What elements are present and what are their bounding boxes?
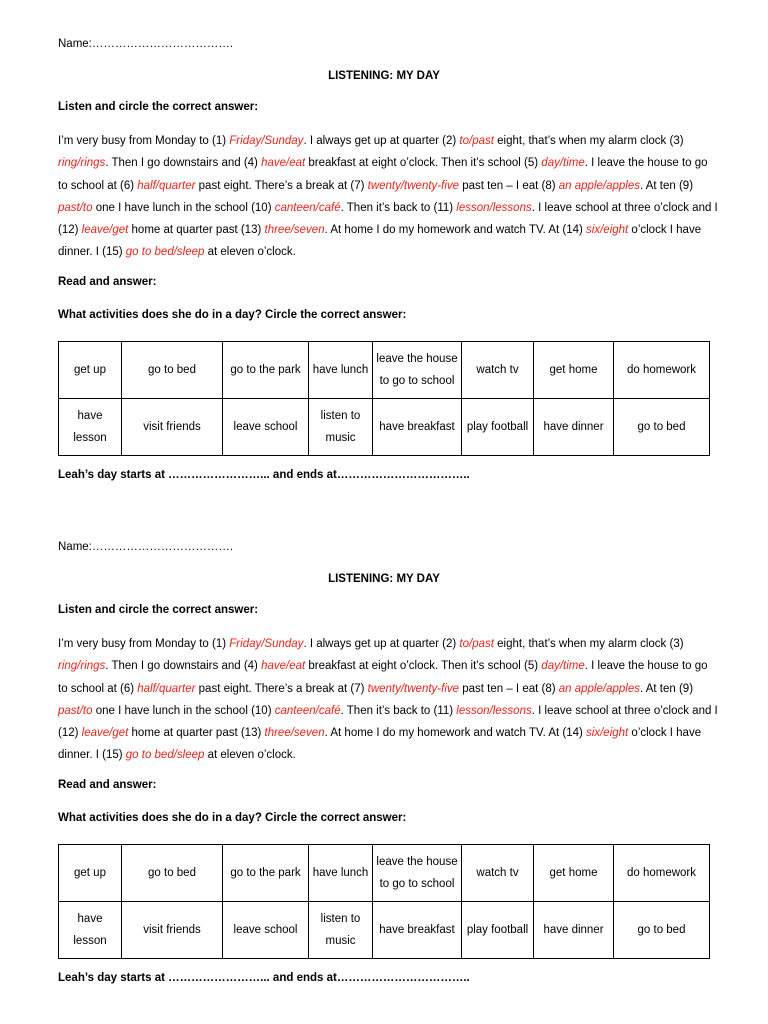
activity-cell[interactable]: watch tv xyxy=(462,342,534,399)
activity-cell[interactable]: listen to music xyxy=(309,399,373,456)
activity-cell[interactable]: play football xyxy=(462,902,534,959)
activity-cell[interactable]: have breakfast xyxy=(373,399,462,456)
passage-text: at eleven o’clock. xyxy=(204,749,296,762)
answer-option[interactable]: ring/rings xyxy=(58,157,106,170)
activities-question: What activities does she do in a day? Circle the correct answer: xyxy=(58,812,407,824)
answer-option[interactable]: past/to xyxy=(58,704,93,717)
answer-option[interactable]: canteen/café xyxy=(274,704,341,717)
answer-option[interactable]: lesson/lessons xyxy=(456,201,532,214)
passage-text: breakfast at eight o’clock. Then it’s school (5) xyxy=(305,660,542,673)
leah-day-line: Leah’s day starts at ……………………... and ends at…………………………….. xyxy=(58,469,470,481)
passage-text: . At ten (9) xyxy=(639,179,694,192)
answer-option[interactable]: past/to xyxy=(58,201,93,214)
answer-option[interactable]: Friday/Sunday xyxy=(229,638,304,650)
passage-text: home at quarter past (13) xyxy=(128,224,265,237)
activity-cell[interactable]: leave school xyxy=(223,902,309,959)
listening-passage xyxy=(58,130,718,264)
passage-text: I’m very busy from Monday to (1) xyxy=(58,135,230,147)
passage-text: past eight. There’s a break at (7) xyxy=(195,682,368,695)
passage-text: . Then I go downstairs and (4) xyxy=(105,157,262,170)
answer-option[interactable]: leave/get xyxy=(81,224,129,237)
answer-option[interactable]: day/time xyxy=(541,660,585,673)
passage-text: . Then I go downstairs and (4) xyxy=(105,660,262,673)
answer-option[interactable]: canteen/café xyxy=(274,201,341,214)
passage-text: I’m very busy from Monday to (1) xyxy=(58,638,230,650)
activities-row xyxy=(59,342,710,399)
passage-text: . At home I do my homework and watch TV. At (14) xyxy=(324,224,587,237)
activity-cell[interactable]: watch tv xyxy=(462,845,534,902)
activity-cell[interactable]: do homework xyxy=(614,342,710,399)
answer-option[interactable]: three/seven xyxy=(264,224,325,237)
activity-cell[interactable]: get home xyxy=(534,342,614,399)
activity-cell[interactable]: have dinner xyxy=(534,399,614,456)
listening-passage xyxy=(58,633,718,767)
answer-option[interactable]: half/quarter xyxy=(137,682,196,695)
passage-text: . I leave the house to go to school at (6) xyxy=(58,660,708,695)
passage-text: home at quarter past (13) xyxy=(128,727,265,740)
activities-row xyxy=(59,399,710,456)
activities-row xyxy=(59,902,710,959)
passage-text: . I leave school at three o’clock and I (12) xyxy=(58,201,718,237)
worksheet-title: LISTENING: MY DAY xyxy=(328,573,440,585)
activity-cell[interactable]: play football xyxy=(462,399,534,456)
activity-cell[interactable]: have lesson xyxy=(59,399,122,456)
answer-option[interactable]: half/quarter xyxy=(137,179,196,192)
activity-cell[interactable]: have lunch xyxy=(309,342,373,399)
passage-text: . I always get up at quarter (2) xyxy=(303,135,460,147)
read-and-answer-heading: Read and answer: xyxy=(58,276,157,288)
passage-text: past eight. There’s a break at (7) xyxy=(195,179,368,192)
read-and-answer-heading: Read and answer: xyxy=(58,779,157,791)
passage-text: . At ten (9) xyxy=(639,682,694,695)
answer-option[interactable]: three/seven xyxy=(264,727,325,740)
answer-option[interactable]: an apple/apples xyxy=(558,682,640,695)
answer-option[interactable]: six/eight xyxy=(586,224,629,237)
passage-text: . I leave the house to go to school at (6) xyxy=(58,157,708,192)
activity-cell[interactable]: visit friends xyxy=(122,399,223,456)
activity-cell[interactable]: get up xyxy=(59,845,122,902)
passage-text: o’clock I have dinner. I (15) xyxy=(58,224,702,259)
answer-option[interactable]: twenty/twenty-five xyxy=(367,682,460,695)
activity-cell[interactable]: go to the park xyxy=(223,342,309,399)
answer-option[interactable]: Friday/Sunday xyxy=(229,135,304,147)
activity-cell[interactable]: leave the house to go to school xyxy=(373,845,462,902)
passage-text: . Then it’s back to (11) xyxy=(340,201,457,214)
answer-option[interactable]: have/eat xyxy=(261,157,306,170)
activity-cell[interactable]: leave school xyxy=(223,399,309,456)
listen-instruction: Listen and circle the correct answer: xyxy=(58,101,259,113)
answer-option[interactable]: to/past xyxy=(459,638,494,650)
worksheet xyxy=(0,503,768,1003)
passage-text: . At home I do my homework and watch TV. At (14) xyxy=(324,727,587,740)
activity-cell[interactable]: visit friends xyxy=(122,902,223,959)
activity-cell[interactable]: have dinner xyxy=(534,902,614,959)
passage-text: past ten – I eat (8) xyxy=(459,179,559,192)
answer-option[interactable]: go to bed/sleep xyxy=(125,749,205,762)
passage-text: one I have lunch in the school (10) xyxy=(92,201,275,214)
passage-text: . I always get up at quarter (2) xyxy=(303,638,460,650)
activity-cell[interactable]: go to bed xyxy=(614,399,710,456)
answer-option[interactable]: go to bed/sleep xyxy=(125,246,205,259)
activity-cell[interactable]: go to bed xyxy=(122,845,223,902)
name-line: Name:………………………………. xyxy=(58,38,234,50)
answer-option[interactable]: have/eat xyxy=(261,660,306,673)
answer-option[interactable]: lesson/lessons xyxy=(456,704,532,717)
leah-day-line: Leah’s day starts at ……………………... and ends at…………………………….. xyxy=(58,972,470,984)
worksheet xyxy=(0,0,768,500)
passage-text: eight, that’s when my alarm clock (3) xyxy=(493,638,684,650)
answer-option[interactable]: ring/rings xyxy=(58,660,106,673)
passage-text: at eleven o’clock. xyxy=(204,246,296,259)
answer-option[interactable]: leave/get xyxy=(81,727,129,740)
answer-option[interactable]: six/eight xyxy=(586,727,629,740)
activity-cell[interactable]: listen to music xyxy=(309,902,373,959)
listen-instruction: Listen and circle the correct answer: xyxy=(58,604,259,616)
passage-text: past ten – I eat (8) xyxy=(459,682,559,695)
activities-table xyxy=(58,844,710,959)
passage-text: . I leave school at three o’clock and I (12) xyxy=(58,704,718,740)
passage-text: breakfast at eight o’clock. Then it’s school (5) xyxy=(305,157,542,170)
worksheet-title: LISTENING: MY DAY xyxy=(328,70,440,82)
activity-cell[interactable]: do homework xyxy=(614,845,710,902)
activities-row xyxy=(59,845,710,902)
answer-option[interactable]: an apple/apples xyxy=(558,179,640,192)
name-line: Name:………………………………. xyxy=(58,541,234,553)
activity-cell[interactable]: have breakfast xyxy=(373,902,462,959)
passage-text: eight, that’s when my alarm clock (3) xyxy=(493,135,684,147)
answer-option[interactable]: day/time xyxy=(541,157,585,170)
activity-cell[interactable]: go to the park xyxy=(223,845,309,902)
passage-text: . Then it’s back to (11) xyxy=(340,704,457,717)
activity-cell[interactable]: go to bed xyxy=(122,342,223,399)
answer-option[interactable]: twenty/twenty-five xyxy=(367,179,460,192)
activity-cell[interactable]: go to bed xyxy=(614,902,710,959)
activity-cell[interactable]: have lesson xyxy=(59,902,122,959)
activity-cell[interactable]: have lunch xyxy=(309,845,373,902)
passage-text: one I have lunch in the school (10) xyxy=(92,704,275,717)
answer-option[interactable]: to/past xyxy=(459,135,494,147)
activities-question: What activities does she do in a day? Circle the correct answer: xyxy=(58,309,407,321)
activity-cell[interactable]: get home xyxy=(534,845,614,902)
activity-cell[interactable]: leave the house to go to school xyxy=(373,342,462,399)
activity-cell[interactable]: get up xyxy=(59,342,122,399)
passage-text: o’clock I have dinner. I (15) xyxy=(58,727,702,762)
activities-table xyxy=(58,341,710,456)
